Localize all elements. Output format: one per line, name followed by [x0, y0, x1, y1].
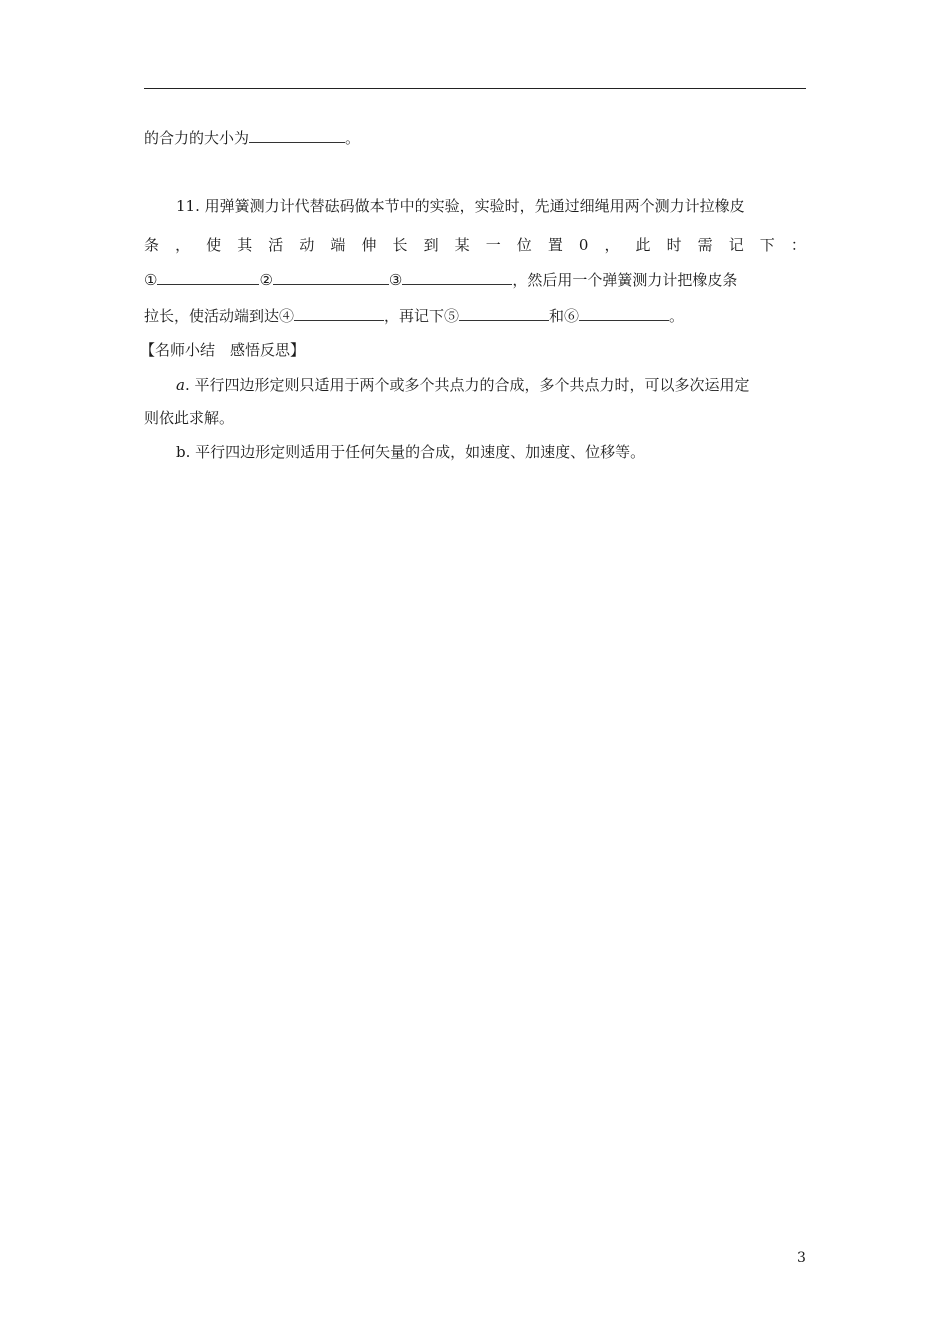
question-11-line2-char: 置 [547, 236, 563, 254]
question-11-line2-char: 其 [237, 236, 253, 254]
question-11-line4-mid1: ，再记下⑤ [384, 307, 460, 325]
blank-5[interactable] [459, 306, 549, 321]
answer-line-resultant [144, 128, 360, 148]
question-11-line2-char: 长 [392, 236, 408, 254]
question-11-line3 [144, 270, 737, 290]
question-11-line2-char: 活 [268, 236, 284, 254]
question-11-line1: 11. 用弹簧测力计代替砝码做本节中的实验，实验时，先通过细绳用两个测力计拉橡皮 [176, 197, 745, 215]
question-11-line4-mid2: 和⑥ [549, 307, 580, 325]
question-11-line2-char: 记 [728, 236, 744, 254]
question-11-line2-char: 使 [206, 236, 222, 254]
summary-title: 【名师小结 感悟反思】 [140, 341, 306, 359]
question-11-line2-char: 位 [516, 236, 532, 254]
answer-line-end: 。 [345, 129, 361, 147]
question-11-line2-char: ： [790, 236, 806, 254]
question-11-line2-char: 下 [759, 236, 775, 254]
question-11-line2-char: 时 [666, 236, 682, 254]
marker-1: ① [144, 271, 158, 289]
summary-b-line: b. 平行四边形定则适用于任何矢量的合成，如速度、加速度、位移等。 [176, 443, 646, 461]
question-11-line2-char: 伸 [361, 236, 377, 254]
question-11-line4 [144, 306, 684, 326]
question-11-line2-char: 一 [485, 236, 501, 254]
question-11-line2-char: 此 [635, 236, 651, 254]
answer-line-text: 的合力的大小为 [144, 129, 250, 147]
question-11-line2-char: ， [604, 236, 620, 254]
blank-6[interactable] [579, 306, 669, 321]
question-11-line2-char: 某 [454, 236, 470, 254]
summary-a-text: . 平行四边形定则只适用于两个或多个共点力的合成，多个共点力时，可以多次运用定 [184, 376, 750, 394]
answer-blank[interactable] [249, 128, 345, 143]
summary-a-line1 [176, 375, 750, 395]
blank-1[interactable] [157, 270, 259, 285]
header-rule [144, 88, 806, 89]
question-11-line2-char: 动 [299, 236, 315, 254]
question-11-line2-char: ， [175, 236, 191, 254]
blank-4[interactable] [294, 306, 384, 321]
blank-2[interactable] [273, 270, 389, 285]
question-11-line4-end: 。 [669, 307, 685, 325]
question-11-line2 [144, 235, 806, 255]
marker-3: ③ [388, 271, 403, 289]
marker-2: ② [259, 271, 273, 289]
question-11-line4-head: 拉长，使活动端到达④ [144, 307, 295, 325]
question-11-line2-char: 到 [423, 236, 439, 254]
question-11-line2-char: 端 [330, 236, 346, 254]
question-11-line3-tail: ，然后用一个弹簧测力计把橡皮条 [512, 271, 738, 289]
question-11-line2-char: 0 [578, 236, 589, 254]
summary-a-line2: 则依此求解。 [144, 409, 235, 427]
question-11-line2-char: 需 [697, 236, 713, 254]
page-number: 3 [797, 1250, 806, 1266]
question-11-line2-char: 条 [144, 236, 160, 254]
summary-a-label: a [176, 376, 185, 394]
blank-3[interactable] [402, 270, 512, 285]
